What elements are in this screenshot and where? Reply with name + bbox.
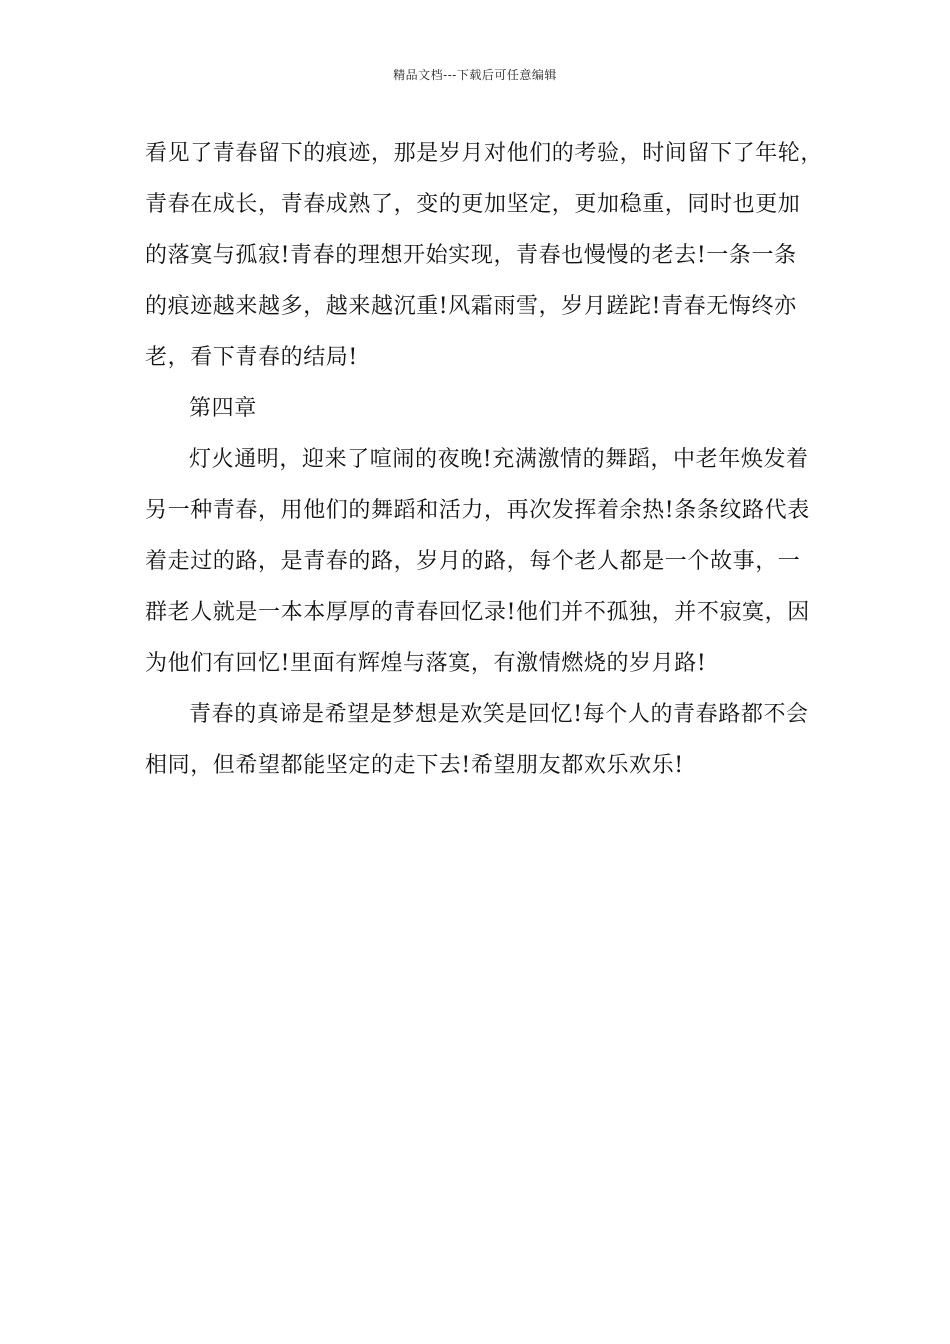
text-line: 群老人就是一本本厚厚的青春回忆录!他们并不孤独，并不寂寞，因 [145,600,810,625]
text-line: 青春的真谛是希望是梦想是欢笑是回忆!每个人的青春路都不会 [189,702,809,727]
page-header: 精品文档---下载后可任意编辑 [393,68,557,82]
text-line: 相同，但希望都能坚定的走下去!希望朋友都欢乐欢乐! [145,753,684,778]
paragraph-3 [145,689,815,791]
chapter-heading: 第四章 [189,396,257,421]
text-line: 另一种青春，用他们的舞蹈和活力，再次发挥着余热!条条纹路代表 [145,498,810,523]
text-line: 的落寞与孤寂!青春的理想开始实现，青春也慢慢的老去!一条一条 [145,243,797,268]
text-line: 看见了青春留下的痕迹，那是岁月对他们的考验，时间留下了年轮， [145,141,824,166]
text-line: 的痕迹越来越多，越来越沉重!风霜雨雪，岁月蹉跎!青春无悔终亦 [145,294,797,319]
text-line: 为他们有回忆!里面有辉煌与落寞，有激情燃烧的岁月路! [145,651,707,676]
document-body [145,128,824,791]
paragraph-2 [145,434,815,689]
text-line: 灯火通明，迎来了喧闹的夜晚!充满激情的舞蹈，中老年焕发着 [189,447,809,472]
text-line: 老，看下青春的结局! [145,345,358,370]
paragraph-1 [145,128,824,383]
text-line: 青春在成长，青春成熟了，变的更加坚定，更加稳重，同时也更加 [145,192,801,217]
text-line: 着走过的路，是青春的路，岁月的路，每个老人都是一个故事，一 [145,549,801,574]
